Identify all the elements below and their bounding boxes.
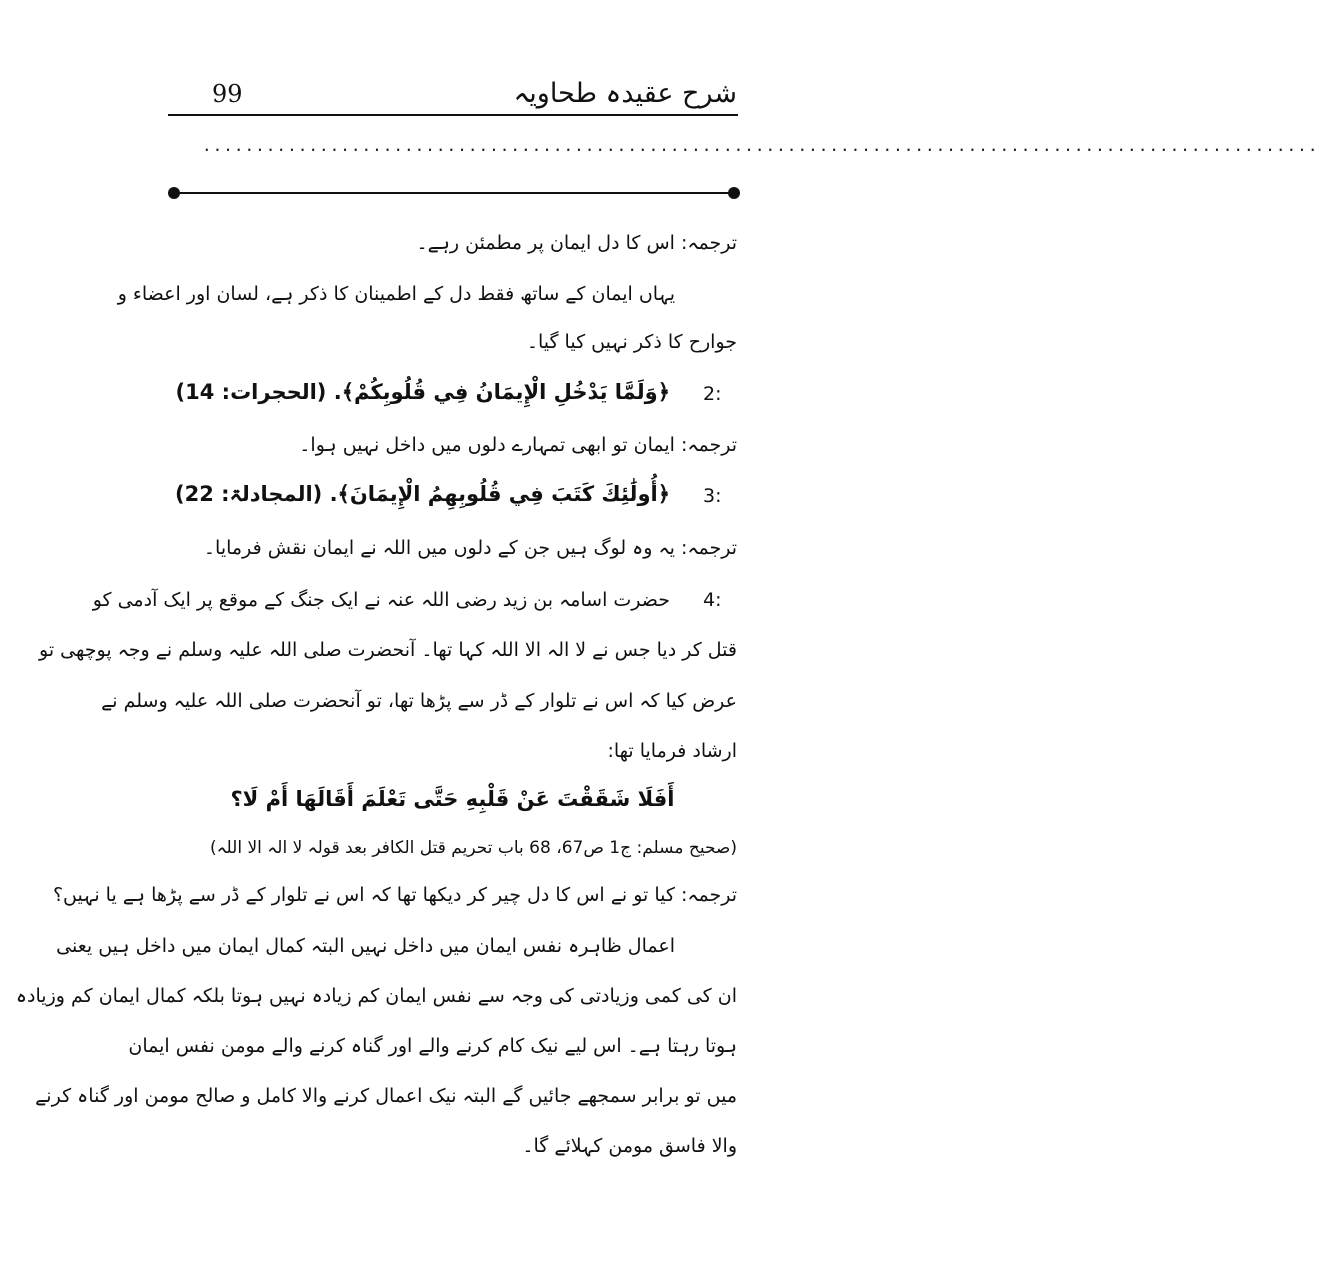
- paragraph-line: قتل کر دیا جس نے لا الہ الا اللہ کہا تھا۔ آنحضرت صلی اللہ علیہ وسلم نے وجہ پوچھی تو: [39, 639, 737, 661]
- translation-line-3: ترجمہ: یہ وہ لوگ ہیں جن کے دلوں میں اللہ نے ایمان نقش فرمایا۔: [203, 537, 737, 559]
- quran-verse-2: ﴿وَلَمَّا يَدْخُلِ الْإِيمَانُ فِي قُلُوبِكُمْ﴾. (الحجرات: 14): [175, 380, 670, 404]
- paragraph-line: ارشاد فرمایا تھا:: [607, 740, 737, 762]
- book-title: شرح عقیدہ طحاویہ: [513, 78, 737, 109]
- page-number: 99: [212, 80, 243, 108]
- hadith-arabic: أَفَلَا شَقَقْتَ عَنْ قَلْبِهِ حَتَّى تَعْلَمَ أَقَالَهَا أَمْ لَا؟: [230, 787, 675, 811]
- item-number-4: 4:: [703, 589, 722, 611]
- section-divider: [168, 186, 740, 200]
- divider-line: [172, 192, 736, 194]
- divider-dot-right: [728, 187, 740, 199]
- translation-line-4: ترجمہ: کیا تو نے اس کا دل چیر کر دیکھا تھا کہ اس نے تلوار کے ڈر سے پڑھا ہے یا نہیں؟: [52, 884, 737, 906]
- item-number-2: 2:: [703, 383, 722, 405]
- translation-line-2: ترجمہ: ایمان تو ابھی تمہارے دلوں میں داخل نہیں ہوا۔: [299, 434, 737, 456]
- paragraph-line: ان کی کمی وزیادتی کی وجہ سے نفس ایمان کم زیادہ نہیں ہوتا بلکہ کمال ایمان کم وزیادہ: [15, 985, 737, 1007]
- translation-line-1: ترجمہ: اس کا دل ایمان پر مطمئن رہے۔: [416, 232, 737, 254]
- paragraph-line: میں تو برابر سمجھے جائیں گے البتہ نیک اعمال کرنے والا کامل و صالح مومن اور گناہ کرنے: [35, 1085, 737, 1107]
- paragraph-line: اعمال ظاہرہ نفس ایمان میں داخل نہیں البتہ کمال ایمان میں داخل ہیں یعنی: [56, 935, 675, 957]
- paragraph-line: والا فاسق مومن کہلائے گا۔: [522, 1135, 737, 1157]
- paragraph-line: یہاں ایمان کے ساتھ فقط دل کے اطمینان کا ذکر ہے، لسان اور اعضاء و: [117, 283, 675, 305]
- paragraph-line: عرض کیا کہ اس نے تلوار کے ڈر سے پڑھا تھا، تو آنحضرت صلی اللہ علیہ وسلم نے: [101, 690, 737, 712]
- quran-verse-3: ﴿أُولَٰئِكَ كَتَبَ فِي قُلُوبِهِمُ الْإِيمَانَ﴾. (المجادلۃ: 22): [174, 482, 670, 506]
- hadith-reference: (صحیح مسلم: ج1 ص67، 68 باب تحریم قتل الکافر بعد قولہ لا الہ الا اللہ): [209, 838, 737, 858]
- dotted-separator: .........................................................................................................: [202, 136, 1318, 155]
- divider-dot-left: [168, 187, 180, 199]
- header-rule: [168, 114, 738, 116]
- item-number-3: 3:: [703, 485, 722, 507]
- paragraph-line: جوارح کا ذکر نہیں کیا گیا۔: [526, 331, 737, 353]
- paragraph-line: حضرت اسامہ بن زید رضی اللہ عنہ نے ایک جنگ کے موقع پر ایک آدمی کو: [92, 589, 670, 611]
- paragraph-line: ہوتا رہتا ہے۔ اس لیے نیک کام کرنے والے اور گناہ کرنے والے مومن نفس ایمان: [128, 1035, 737, 1057]
